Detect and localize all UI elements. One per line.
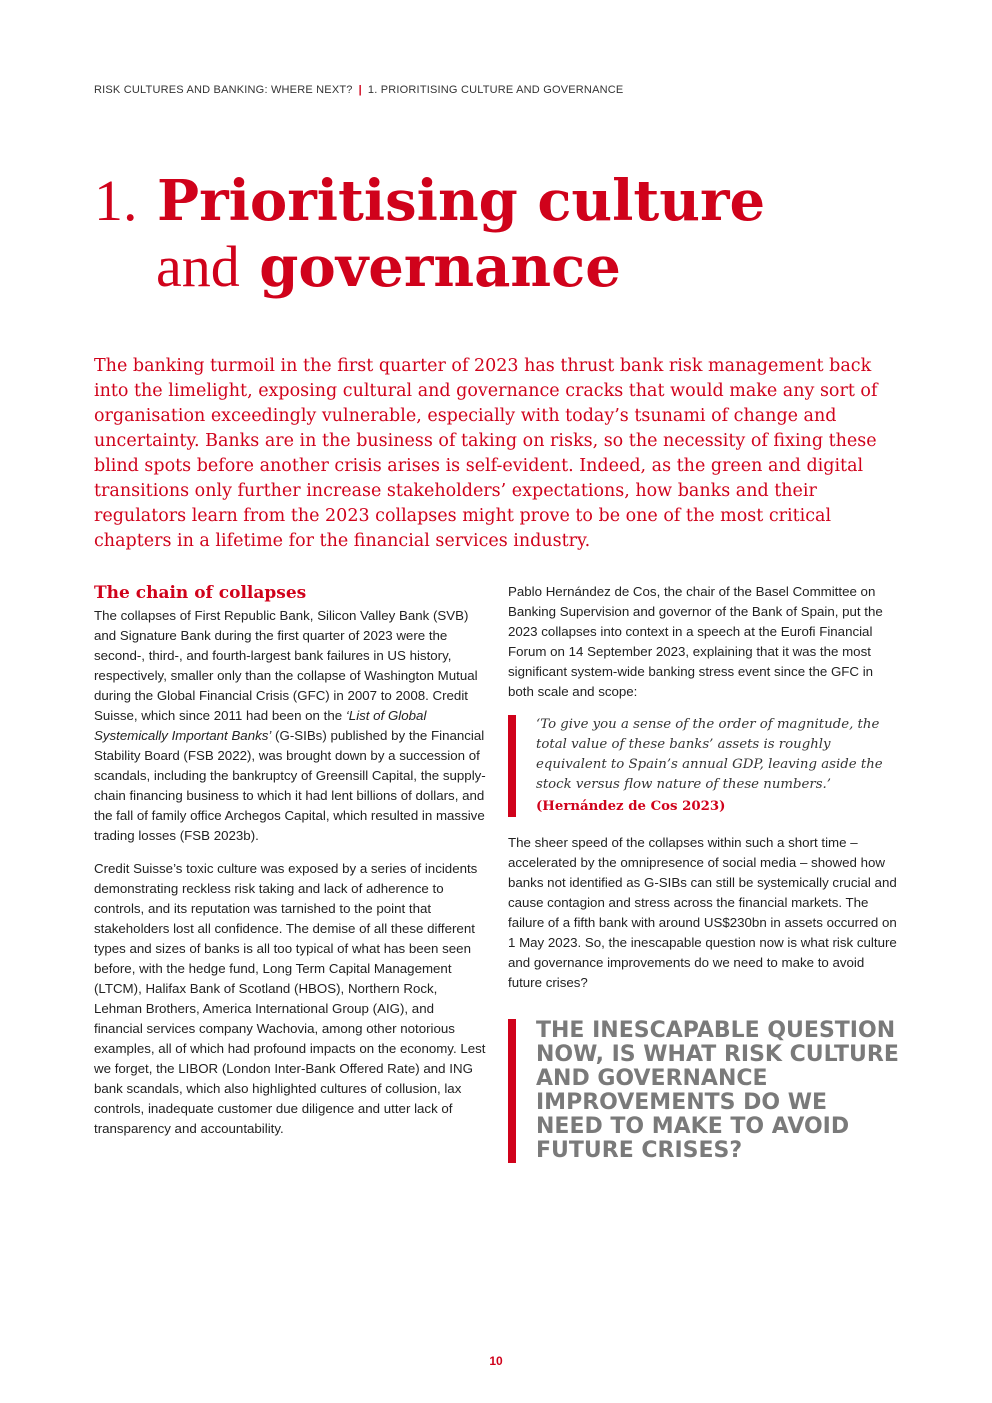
body-paragraph: The sheer speed of the collapses within such a short time – accelerated by the omnipresence of social media – showed how banks not identified as G-SIBs can still be systemically crucial and cause contagion and stress across the financial markets. The failure of a fifth bank with around US$230bn in assets occurred on 1 May 2023. So, the inescapable question now is what risk culture and governance improvements do we need to make to avoid future crises? <box>508 835 897 990</box>
publication-title: RISK CULTURES AND BANKING: WHERE NEXT? <box>94 84 353 96</box>
chapter-title <box>94 168 765 300</box>
chapter-label: 1. PRIORITISING CULTURE AND GOVERNANCE <box>367 84 624 96</box>
intro-paragraph: The banking turmoil in the first quarter of 2023 has thrust bank risk management back into the limelight, exposing cultural and governance cracks that would make any sort of organisation exceedingly vulnerable, especially with today’s tsunami of change and uncertainty. Banks are in the business of taking on risks, so the necessity of fixing these blind spots before another crisis arises is self-evident. Indeed, as the green and digital transitions only further increase stakeholders’ expectations, how banks and their regulators learn from the 2023 collapses might prove to be one of the most critical chapters in a lifetime for the financial services industry. <box>94 356 878 551</box>
quote-text: ‘To give you a sense of the order of magnitude, the total value of these banks’ assets is roughly equivalent to Spain’s annual GDP, leaving aside the stock versus flow nature of these numbers.’ <box>536 717 883 792</box>
quote-citation: (Hernández de Cos 2023) <box>536 799 726 814</box>
chapter-number: 1. <box>94 168 138 233</box>
title-bold-part-2: governance <box>259 234 621 300</box>
title-bold-part-1: Prioritising culture <box>157 168 766 234</box>
right-column <box>508 582 900 1163</box>
body-paragraph: Pablo Hernández de Cos, the chair of the Basel Committee on Banking Supervision and governor of the Bank of Spain, put the 2023 collapses into context in a speech at the Eurofi Financial Forum on 14 September 2023, explaining that it was the most significant system-wide banking stress event since the GFC in both scale and scope: <box>508 584 883 699</box>
body-paragraph: Credit Suisse’s toxic culture was exposed by a series of incidents demonstrating reckless risk taking and lack of adherence to controls, and its reputation was tarnished to the point that stakeholders lost all confidence. The demise of all these different types and sizes of banks is all too typical of what has been seen before, with the hedge fund, Long Term Capital Management (LTCM), Halifax Bank of Scotland (HBOS), Northern Rock, Lehman Brothers, America International Group (AIG), and financial services company Wachovia, among other notorious examples, all of which had profound impacts on the economy. Lest we forget, the LIBOR (London Inter-Bank Offered Rate) and ING bank scandals, which also highlighted cultures of collusion, lax controls, inadequate customer due diligence and utter lack of transparency and accountability. <box>94 861 486 1136</box>
title-light-part: and <box>156 234 240 299</box>
pull-quote: THE INESCAPABLE QUESTION NOW, IS WHAT RISK CULTURE AND GOVERNANCE IMPROVEMENTS DO WE NEED TO MAKE TO AVOID FUTURE CRISES? <box>508 1019 900 1163</box>
page-number: 10 <box>489 1354 503 1368</box>
block-quote <box>508 715 900 817</box>
running-header <box>94 84 623 96</box>
italic-reference: ‘List of Global Systemically Important Banks’ <box>94 708 427 743</box>
left-column <box>94 582 486 1152</box>
title-line-2 <box>94 234 765 300</box>
body-paragraph <box>94 606 486 846</box>
header-separator: | <box>358 84 362 96</box>
paragraph-text: The collapses of First Republic Bank, Silicon Valley Bank (SVB) and Signature Bank during the first quarter of 2023 were the second-, third-, and fourth-largest bank failures in US history, respectively, smaller only than the collapse of Washington Mutual during the Global Financial Crisis (GFC) in 2007 to 2008. Credit Suisse, which since 2011 had been on the <box>94 608 478 723</box>
section-heading: The chain of collapses <box>94 583 307 603</box>
paragraph-text: (G-SIBs) published by the Financial Stability Board (FSB 2022), was brought down by a succession of scandals, including the bankruptcy of Greensill Capital, the supply-chain financing business to which it had lent billions of dollars, and the fall of family office Archegos Capital, which resulted in massive trading losses (FSB 2023b). <box>94 728 486 843</box>
